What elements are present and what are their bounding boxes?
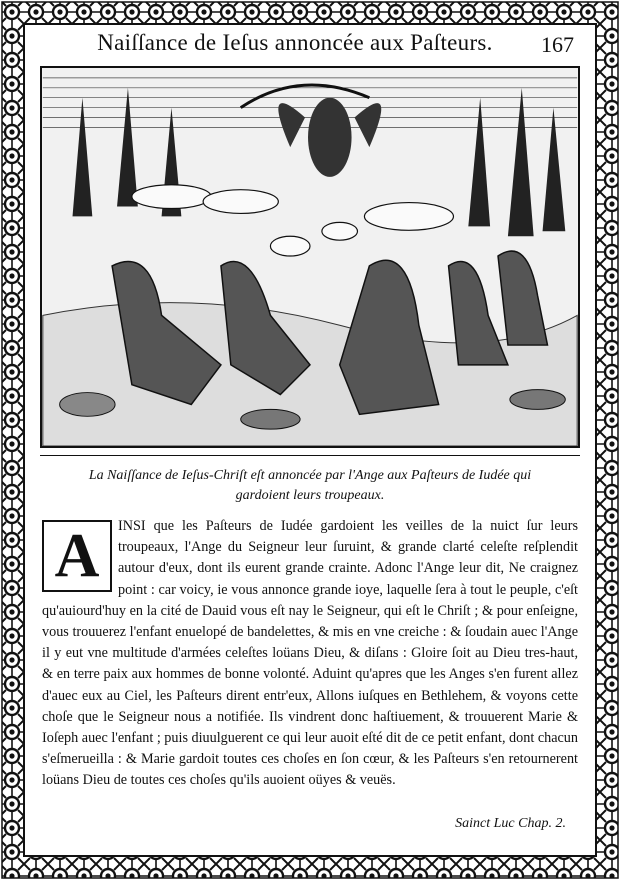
scripture-reference: Sainct Luc Chap. 2. xyxy=(455,816,566,831)
hat xyxy=(60,393,115,417)
page-title: Naiſſance de Ieſus annoncée aux Paſteurs. xyxy=(97,30,493,55)
illustration-caption: La Naiſſance de Ieſus-Chriſt eſt annoncée par l'Ange aux Paſteurs de Iudée qui gardoient leurs troupeaux. xyxy=(88,468,532,503)
caption-rule xyxy=(40,455,580,456)
woodcut-illustration xyxy=(40,66,580,448)
drop-cap-spacer xyxy=(42,516,118,594)
body-text: INSI que les Paſteurs de Iudée gardoient les veilles de la nuict ſur leurs troupeaux, l'Ange du Seigneur leur ſuruint, & grande clarté celeſte reſplendit autour d'eux, dont ils eurent grande crainte. Adonc l'Ange leur dit, Ne craignez point : car voicy, ie vous annonce grande ioye, laquelle ſera à tout le peuple, c'eſt qu'auiourd'huy en la cité de Dauid vous eſt nay le Seigneur, qui eſt le Chriſt ; & pour enſeigne, vous trouuerez l'enfant enuelopé de bandelettes, & mis en vne creiche : & ſoudain auec l'Ange il y eut vne multitude d'armées celeſtes loüans Dieu, & diſans : Gloire ſoit au Dieu tres-haut, & en terre paix aux hommes de bonne volonté. Aduint qu'apres que les Anges s'en furent allez d'auec eux au Ciel, les Paſteurs dirent entr'eux, Allons iuſques en Bethlehem, & voyons cette choſe que le Seigneur nous a notifiée. Ils vindrent donc haſtiuement, & trouuerent Marie & Ioſeph auec l'enfant ; puis diuulguerent ce qui leur auoit eſté dit de ce petit enfant, dont chacun s'eſmerueilla : & Marie gardoit toutes ces choſes en ſon cœur, & les Paſteurs s'en retournerent loüans Dieu de toutes ces choſes qu'ils auoient oüyes & veuës. xyxy=(42,518,578,789)
body-paragraph xyxy=(42,516,578,792)
page-number: 167 xyxy=(541,32,574,57)
drop-cap: A xyxy=(42,520,112,592)
